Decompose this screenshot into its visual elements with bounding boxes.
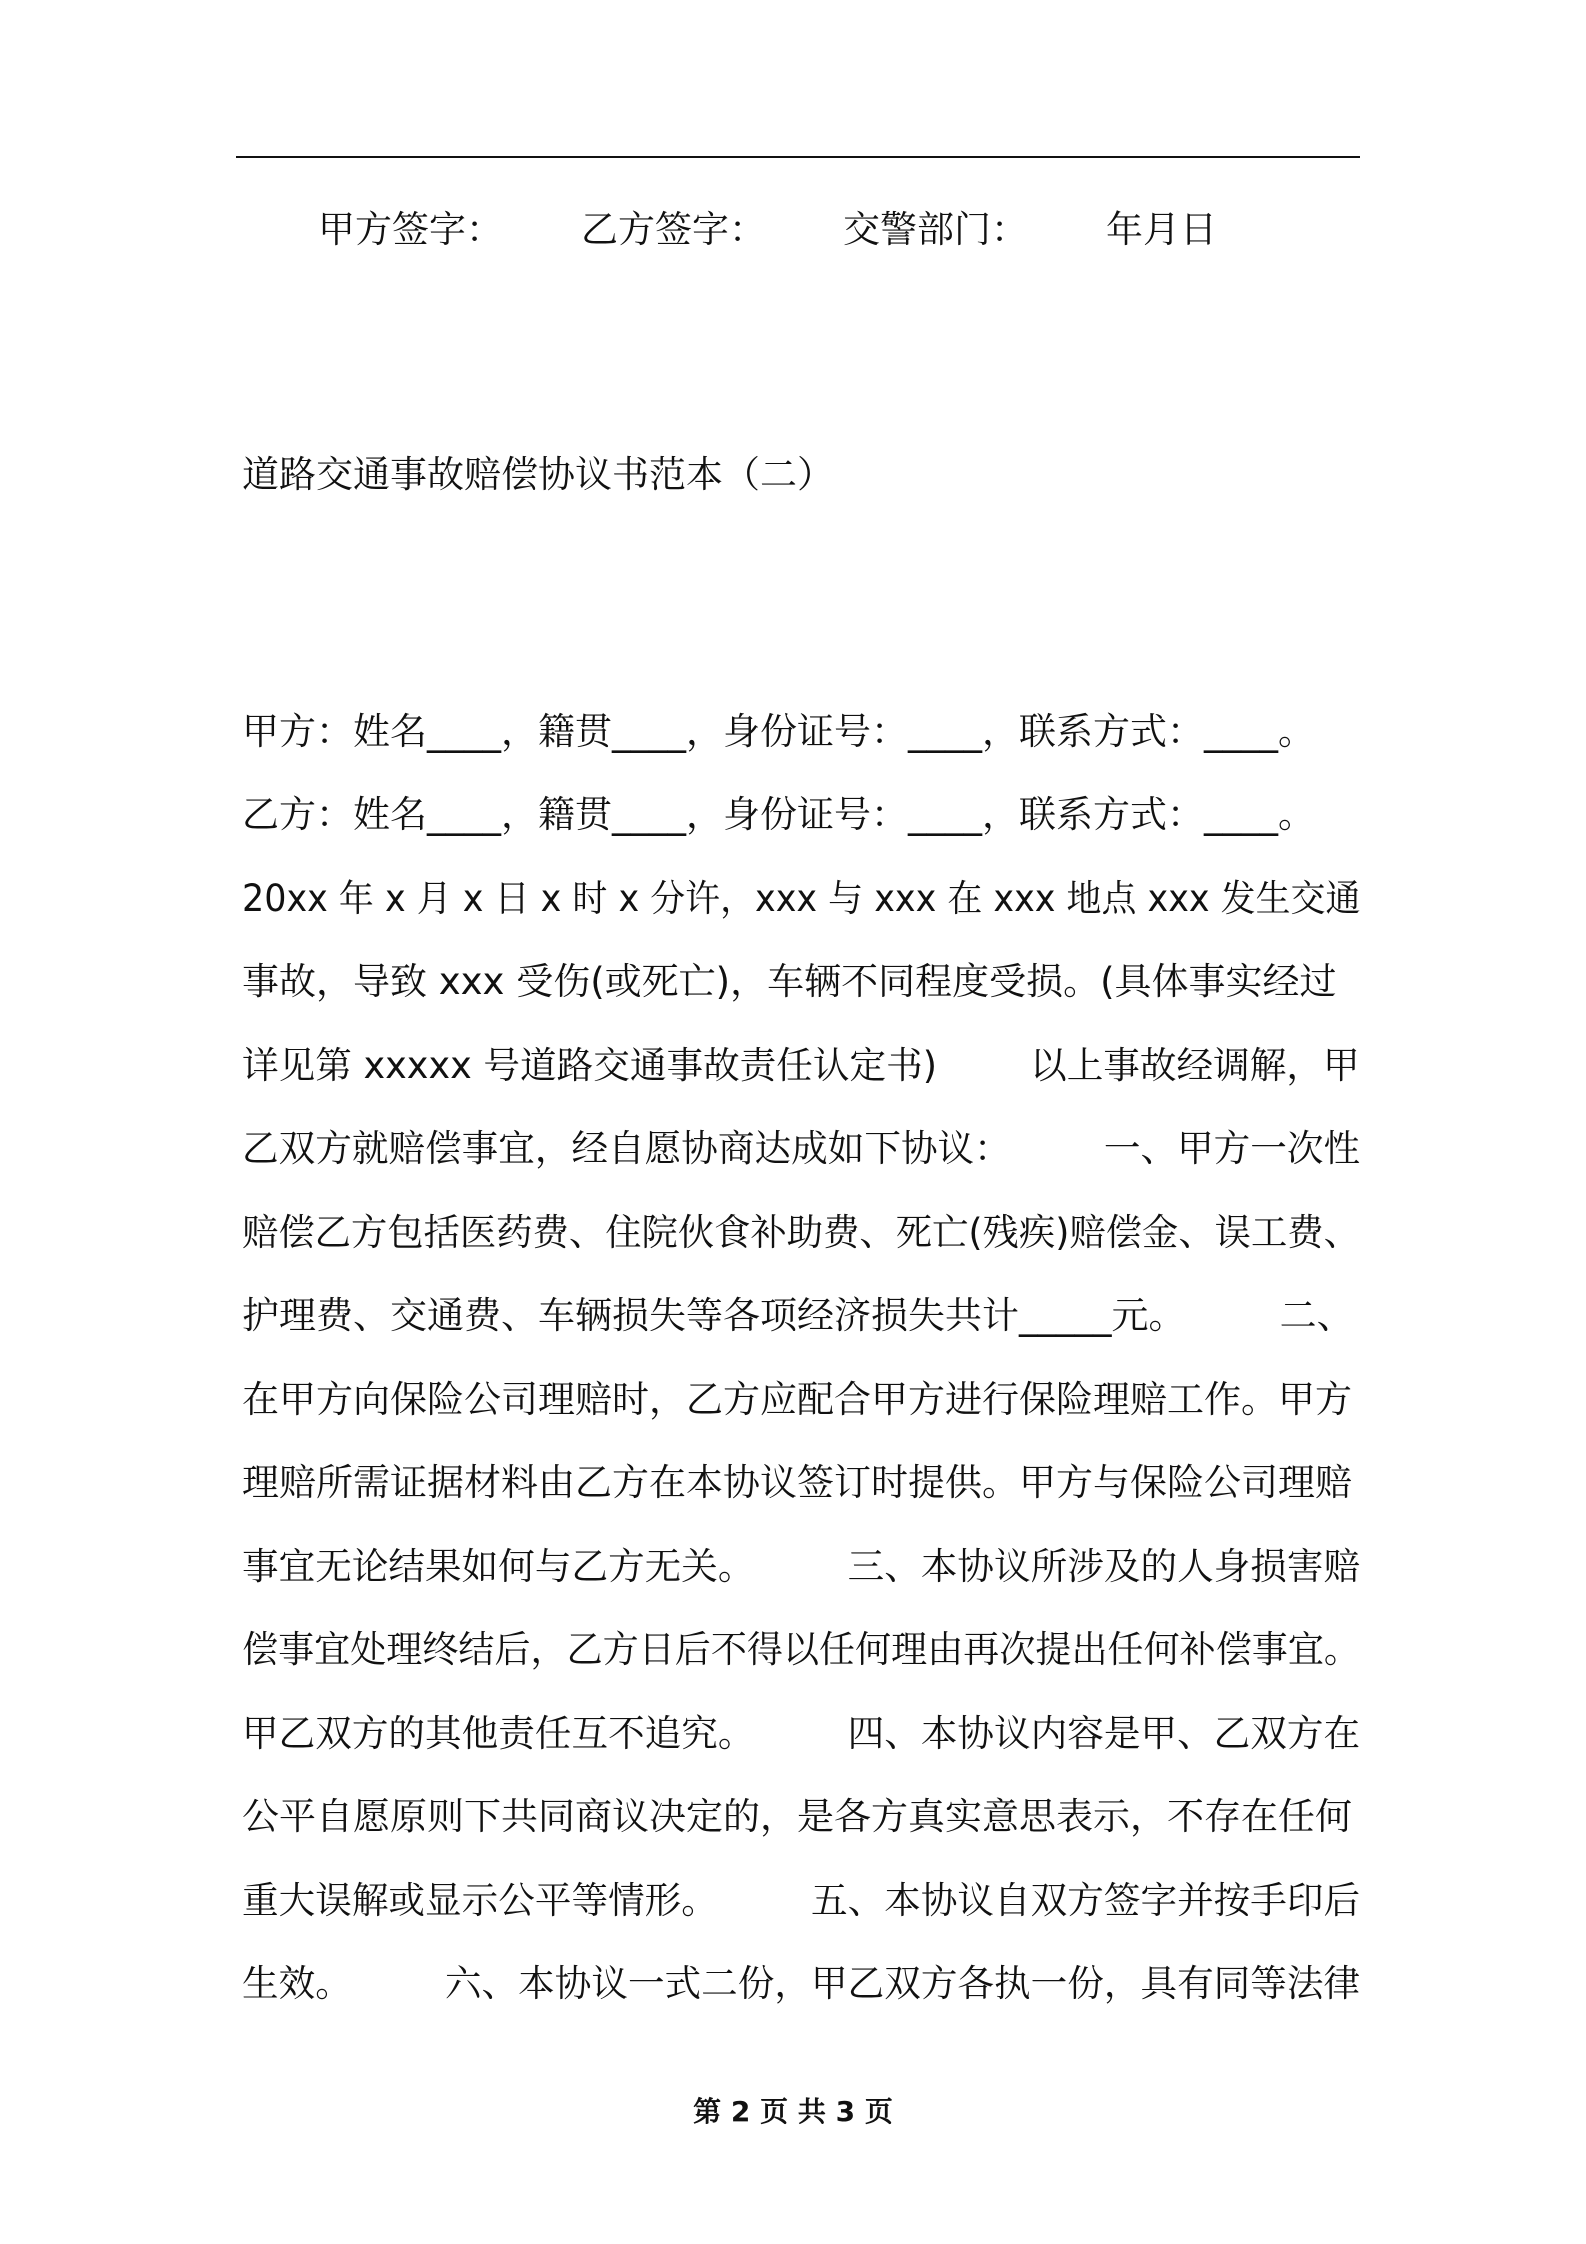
body-line: 甲乙双方的其他责任互不追究。 四、本协议内容是甲、乙双方在 [242,1712,1361,1755]
body-line: 理赔所需证据材料由乙方在本协议签订时提供。甲方与保险公司理赔 [242,1461,1352,1504]
body-line: 乙方：姓名____，籍贯____，身份证号：____，联系方式：____。 [242,793,1315,836]
party-a-signature-label: 甲方签字： [318,208,503,251]
body-line: 赔偿乙方包括医药费、住院伙食补助费、死亡(残疾)赔偿金、误工费、 [242,1211,1360,1254]
top-divider [236,156,1360,158]
date-label: 年月日 [1106,208,1217,251]
traffic-police-signature-label: 交警部门： [843,208,1028,251]
document-title: 道路交通事故赔偿协议书范本（二） [242,453,834,496]
body-line: 详见第 xxxxx 号道路交通事故责任认定书) 以上事故经调解，甲 [242,1044,1360,1087]
body-line: 20xx 年 x 月 x 日 x 时 x 分许，xxx 与 xxx 在 xxx 地点 xxx 发生交通 [242,877,1361,920]
body-line: 在甲方向保险公司理赔时，乙方应配合甲方进行保险理赔工作。甲方 [242,1378,1352,1421]
party-b-signature-label: 乙方签字： [581,208,766,251]
body-line: 生效。 六、本协议一式二份，甲乙双方各执一份，具有同等法律 [242,1962,1361,2005]
body-line: 事宜无论结果如何与乙方无关。 三、本协议所涉及的人身损害赔 [242,1545,1361,1588]
body-line: 甲方：姓名____，籍贯____，身份证号：____，联系方式：____。 [242,710,1315,753]
body-line: 重大误解或显示公平等情形。 五、本协议自双方签字并按手印后 [242,1879,1361,1922]
body-line: 偿事宜处理终结后，乙方日后不得以任何理由再次提出任何补偿事宜。 [242,1628,1360,1671]
signature-row [0,200,1586,260]
body-line: 乙双方就赔偿事宜，经自愿协商达成如下协议： 一、甲方一次性 [242,1127,1361,1170]
page-number-footer: 第 2 页 共 3 页 [693,2095,893,2128]
body-line: 护理费、交通费、车辆损失等各项经济损失共计_____元。 二、 [242,1294,1354,1337]
body-line: 公平自愿原则下共同商议决定的，是各方真实意思表示，不存在任何 [242,1795,1352,1838]
body-line: 事故，导致 xxx 受伤(或死亡)，车辆不同程度受损。(具体事实经过 [242,960,1337,1003]
